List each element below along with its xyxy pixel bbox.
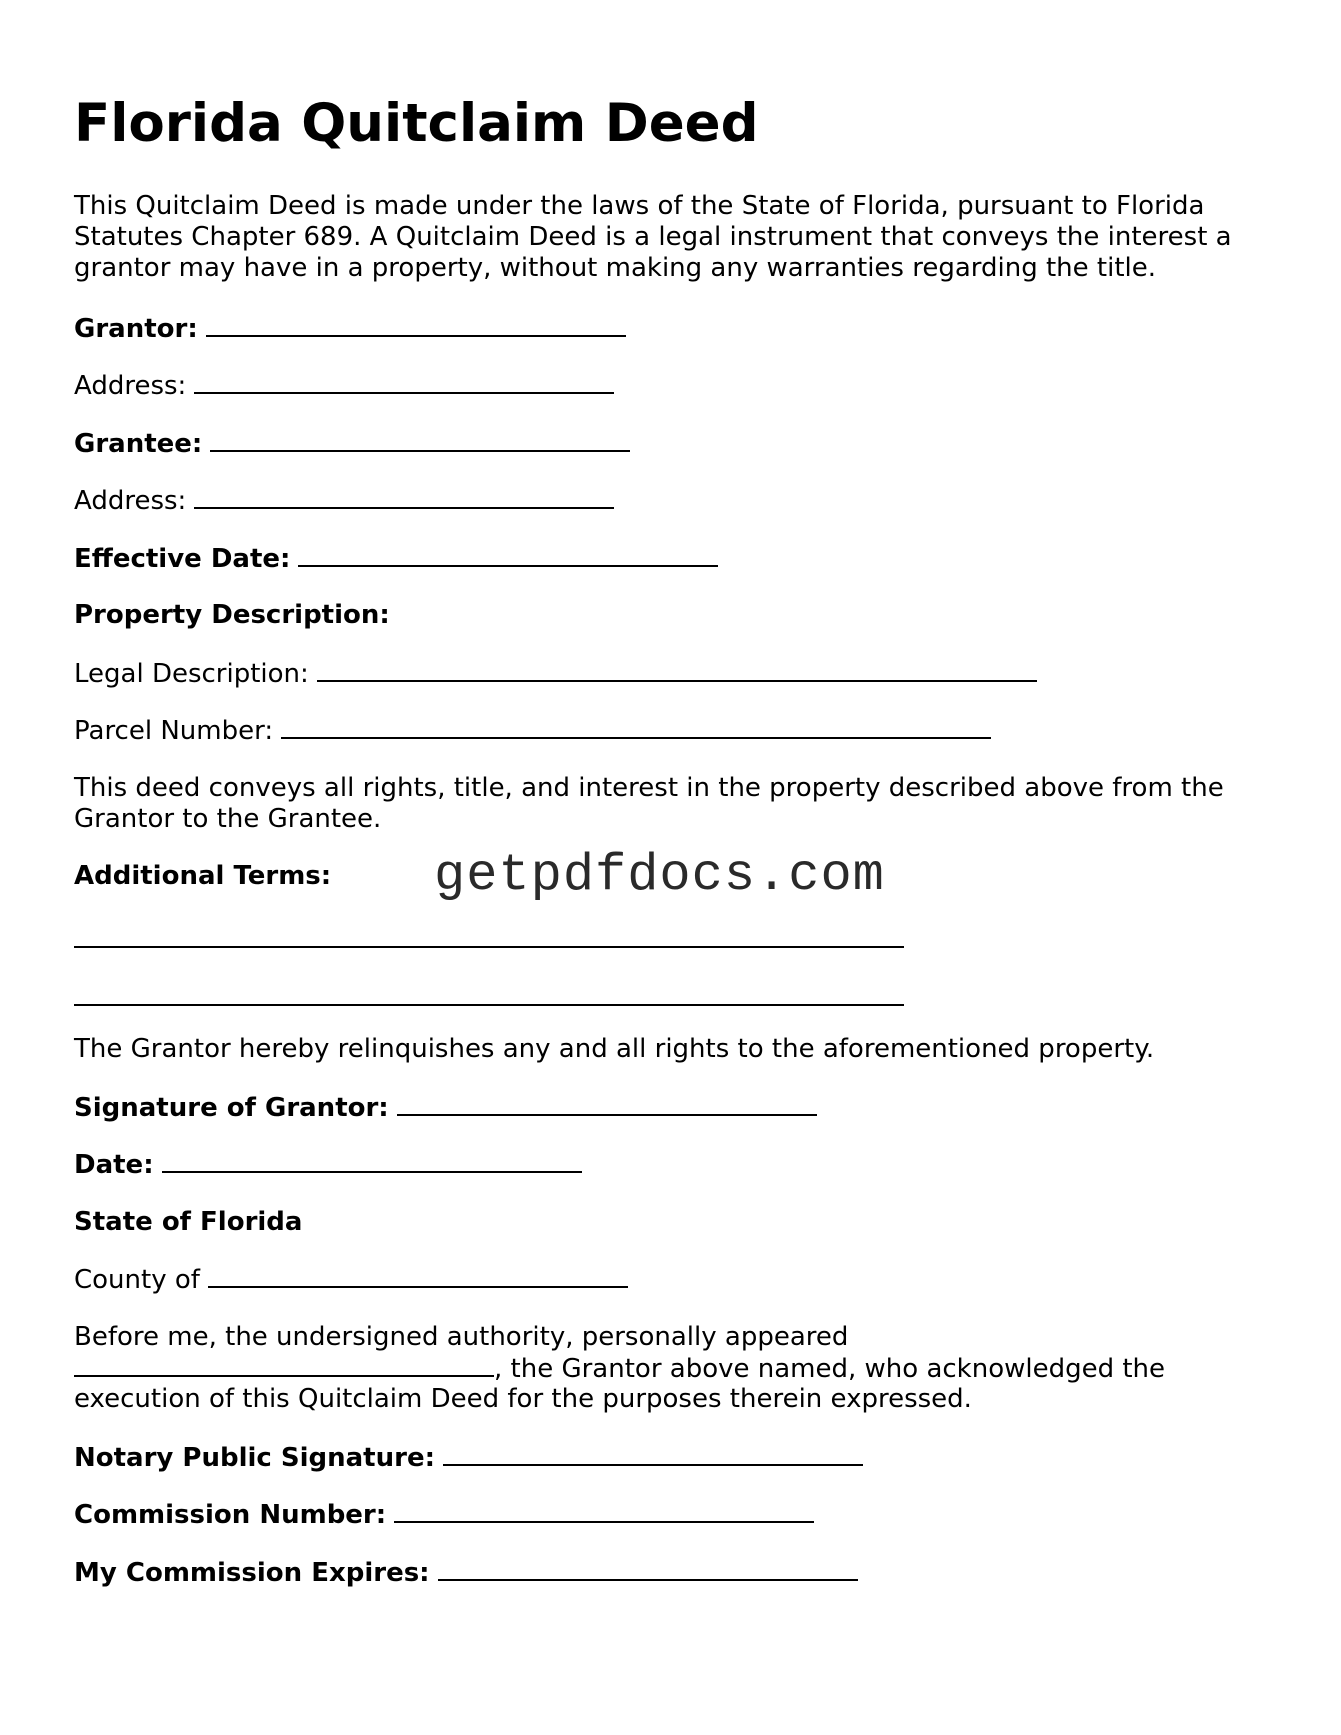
notary-paragraph-line-1 <box>74 1322 848 1353</box>
notary-signature-field <box>74 1442 863 1474</box>
intro-paragraph: This Quitclaim Deed is made under the laws of the State of Florida, pursuant to Florida Statutes Chapter 689. A Quitclaim Deed is a legal instrument that conveys the interest a grantor may have in a property, without making any warranties regarding the title. <box>74 191 1232 283</box>
conveyance-paragraph: This deed conveys all rights, title, and interest in the property described above from the Grantor to the Grantee. <box>74 773 1224 834</box>
grantor-signature-label: Signature of Grantor: <box>74 1093 389 1123</box>
county-blank[interactable] <box>208 1264 628 1288</box>
county-label: County of <box>74 1265 200 1295</box>
notary-signature-label: Notary Public Signature: <box>74 1443 435 1473</box>
watermark-text: getpdfdocs.com <box>434 846 885 905</box>
grantee-blank[interactable] <box>210 428 630 452</box>
additional-terms-line-2[interactable] <box>74 1004 904 1006</box>
additional-terms-heading <box>74 861 331 892</box>
grantee-address-label: Address: <box>74 486 187 516</box>
notary-text-1: Before me, the undersigned authority, personally appeared <box>74 1322 849 1352</box>
additional-terms-label: Additional Terms: <box>74 861 332 891</box>
grantor-blank[interactable] <box>206 313 626 337</box>
legal-description-label: Legal Description: <box>74 659 309 689</box>
commission-number-field <box>74 1499 814 1531</box>
parcel-number-label: Parcel Number: <box>74 716 274 746</box>
document-title: Florida Quitclaim Deed <box>74 93 759 154</box>
effective-date-label: Effective Date: <box>74 544 291 574</box>
grantor-label: Grantor: <box>74 314 198 344</box>
property-description-heading <box>74 600 390 631</box>
grantor-address-label: Address: <box>74 371 187 401</box>
state-heading <box>74 1207 302 1238</box>
commission-number-label: Commission Number: <box>74 1500 387 1530</box>
effective-date-blank[interactable] <box>298 543 718 567</box>
grantee-address-blank[interactable] <box>194 485 614 509</box>
parcel-number-field <box>74 715 991 747</box>
notary-signature-blank[interactable] <box>443 1442 863 1466</box>
grantor-address-field <box>74 370 614 402</box>
date-blank[interactable] <box>162 1149 582 1173</box>
notary-paragraph-line-2 <box>74 1353 1165 1385</box>
grantee-label: Grantee: <box>74 429 203 459</box>
county-field <box>74 1264 628 1296</box>
state-label: State of Florida <box>74 1207 303 1237</box>
commission-expires-blank[interactable] <box>438 1557 858 1581</box>
commission-number-blank[interactable] <box>394 1499 814 1523</box>
appeared-name-blank[interactable] <box>74 1353 494 1377</box>
grantee-address-field <box>74 485 614 517</box>
grantor-field <box>74 313 626 345</box>
notary-text-3: execution of this Quitclaim Deed for the purposes therein expressed. <box>74 1384 972 1414</box>
commission-expires-field <box>74 1557 858 1589</box>
grantor-signature-field <box>74 1092 817 1124</box>
grantee-field <box>74 428 630 460</box>
legal-description-field <box>74 658 1037 690</box>
property-description-label: Property Description: <box>74 600 390 630</box>
grantor-signature-blank[interactable] <box>397 1092 817 1116</box>
notary-paragraph-line-3 <box>74 1384 972 1415</box>
date-field <box>74 1149 582 1181</box>
date-label: Date: <box>74 1150 154 1180</box>
relinquish-paragraph: The Grantor hereby relinquishes any and all rights to the aforementioned property. <box>74 1034 1155 1064</box>
grantor-address-blank[interactable] <box>194 370 614 394</box>
notary-text-2: , the Grantor above named, who acknowledged the <box>494 1354 1166 1384</box>
commission-expires-label: My Commission Expires: <box>74 1558 430 1588</box>
additional-terms-line-1[interactable] <box>74 946 904 948</box>
parcel-number-blank[interactable] <box>281 715 991 739</box>
legal-description-blank[interactable] <box>317 658 1037 682</box>
effective-date-field <box>74 543 718 575</box>
